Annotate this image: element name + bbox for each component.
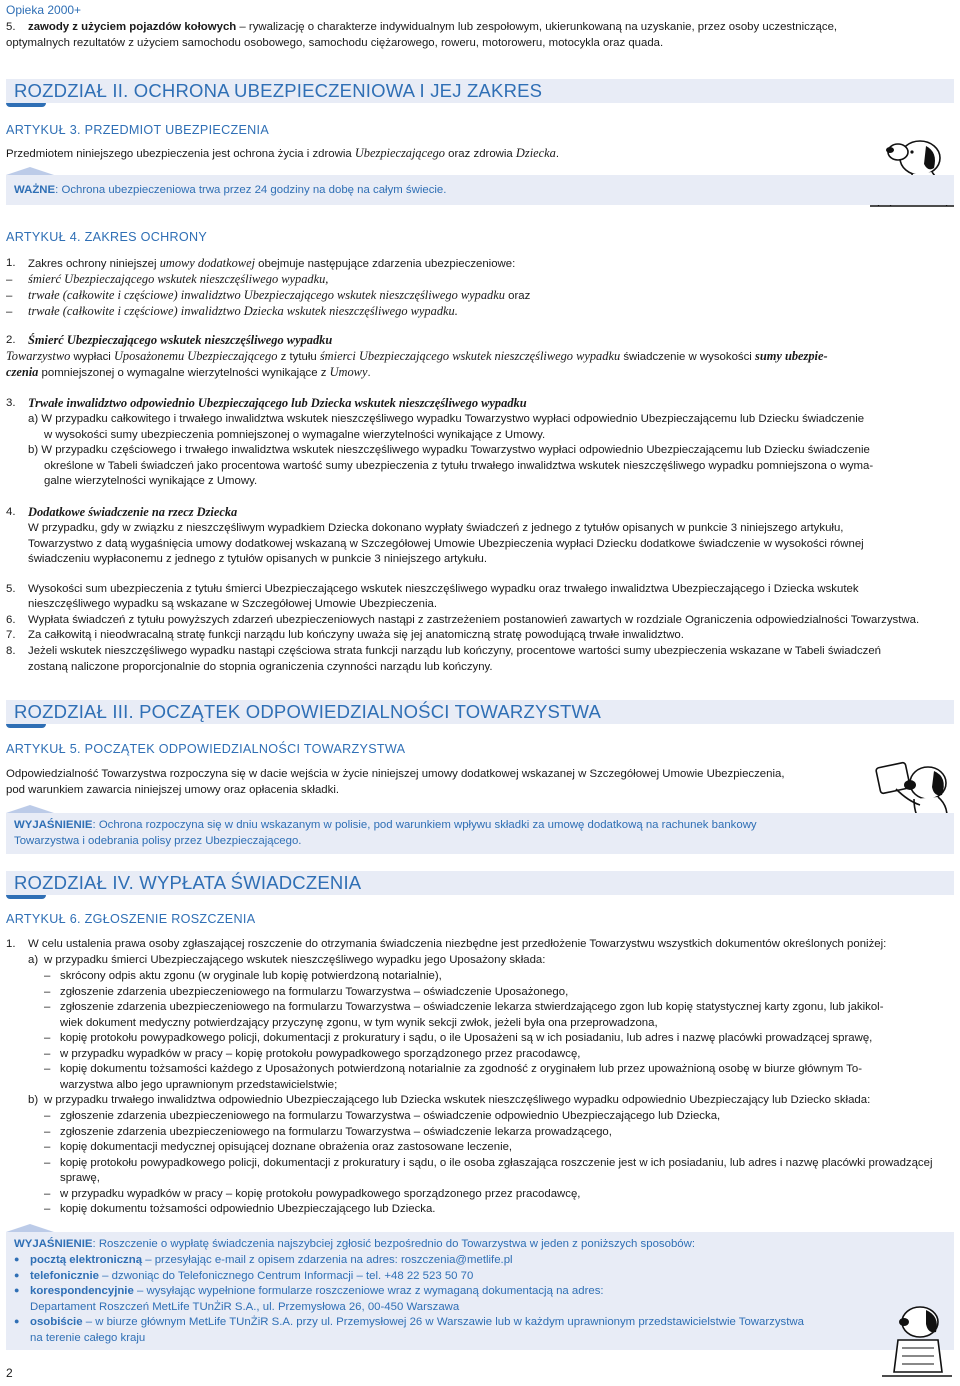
document-header: Opieka 2000+ [6,3,82,17]
paragraph: Towarzystwo z datą wygaśnięcia umowy dodatkowej wskazaną w Szczegółowej Umowie Ubezpieczenia wypłaci Dziecku dodatkowe świadczenie w wysokości równej [28,538,864,550]
definition-text-cont: optymalnych rezultatów z użyciem samochodu osobowego, samochodu ciężarowego, roweru, motoroweru, motocykla oraz quada. [6,37,664,49]
list-item: – kopię dokumentacji medycznej opisującej doznane obrażenia oraz zastosowane leczenie, [44,1141,513,1153]
paragraph: galne wierzytelności wynikające z Umowy. [44,475,258,487]
article-heading: ARTYKUŁ 4. ZAKRES OCHRONY [6,230,208,244]
list-item: – skrócony odpis aktu zgonu (w oryginale lub kopię potwierdzoną notarialnie), [44,970,442,982]
paragraph: w wysokości sumy ubezpieczenia pomniejszonej o wymagalne wierzytelności wynikające z Umowy. [44,429,546,441]
page-number: 2 [6,1366,13,1380]
chapter-heading: ROZDZIAŁ III. POCZĄTEK ODPOWIEDZIALNOŚCI TOWARZYSTWA [6,700,954,724]
contact-item: osobiście – w biurze głównym MetLife TUnŻiR S.A. przy ul. Przemysłowej 26 w Warszawie lub w każdym uprawnionym przedstawicielstwie Towarzystwa [30,1316,804,1328]
explanation-note: WYJAŚNIENIE: Roszczenie o wypłatę świadczenia najszybciej zgłosić bezpośrednio do Towarzystwa w jeden z poniższych sposobów: [14,1238,696,1250]
list-item: – kopię protokołu powypadkowego policji, dokumentacji z prokuratury i sądu, o ile osoba zgłaszająca roszczenie jest w ich posiadaniu, lub adres i nazwę placówki prowadzącej [44,1156,933,1169]
paragraph: nieszczęśliwego wypadku są wskazane w Szczegółowej Umowie Ubezpieczenia. [28,598,437,610]
paragraph: Wypłata świadczeń z tytułu powyższych zdarzeń ubezpieczeniowych nastąpi z zastrzeżeniem postanowień zawartych w rozdziale Ograniczenia odpowiedzialności Towarzystwa. [28,614,920,626]
paragraph: Towarzystwo wypłaci Uposażonemu Ubezpieczającego z tytułu śmierci Ubezpieczającego wskutek nieszczęśliwego wypadku świadczenie w wysokości sumy ubezpie- [6,349,828,363]
chapter-tick [6,724,46,728]
list-item: – zgłoszenie zdarzenia ubezpieczeniowego na formularzu Towarzystwa – oświadczenie odpowiednio Ubezpieczającego lub Dziecka, [44,1110,721,1122]
bullet-icon: ● [14,1269,20,1280]
contact-item: telefonicznie – dzwoniąc do Telefonicznego Centrum Informacji – tel. +48 22 523 50 70 [30,1269,474,1282]
note-tick [6,805,54,813]
paragraph: W celu ustalenia prawa osoby zgłaszającej roszczenie do otrzymania świadczenia niezbędne jest przedłożenie Towarzystwu wszystkich dokumentów określonych poniżej: [28,938,887,950]
item-number: 7. [6,629,16,641]
explanation-note: WYJAŚNIENIE: Ochrona rozpoczyna się w dniu wskazanym w polisie, pod warunkiem wpływu składki za umowę dodatkową na rachunek bankowy [14,819,757,831]
paragraph: b) W przypadku częściowego i trwałego inwalidztwa wskutek nieszczęśliwego wypadku Towarzystwo wypłaci odpowiednio Ubezpieczającemu lub Dziecku świadczenie [28,444,870,456]
subheading: Dodatkowe świadczenie na rzecz Dziecka [28,505,238,519]
list-item: – w przypadku wypadków w pracy – kopię protokołu powypadkowego sporządzonego przez pracodawcę, [44,1187,581,1200]
dash-item: – śmierć Ubezpieczającego wskutek nieszczęśliwego wypadku, [6,272,329,286]
list-item: – zgłoszenie zdarzenia ubezpieczeniowego na formularzu Towarzystwa – oświadczenie lekarza prowadzącego, [44,1125,612,1138]
contact-item: na terenie całego kraju [30,1331,146,1344]
item-number: 1. [6,938,16,950]
definition-term: zawody z użyciem pojazdów kołowych [28,21,237,33]
paragraph: Przedmiotem niniejszego ubezpieczenia jest ochrona życia i zdrowia Ubezpieczającego oraz zdrowia Dziecka. [6,146,560,160]
contact-item: korespondencyjnie – wysyłając wypełnione formularze roszczeniowe wraz z wymaganą dokumentacją na adres: [30,1285,604,1297]
chapter-heading: ROZDZIAŁ IV. WYPŁATA ŚWIADCZENIA [6,871,954,895]
chapter-heading: ROZDZIAŁ II. OCHRONA UBEZPIECZENIOWA I JEJ ZAKRES [6,79,954,103]
paragraph: W przypadku, gdy w związku z nieszczęśliwym wypadkiem Dziecka dokonano wypłaty świadczeń z jednego z tytułów opisanych w punkcie 3 niniejszego artykułu, [28,522,844,534]
paragraph: w przypadku trwałego inwalidztwa odpowiednio Ubezpieczającego lub Dziecka wskutek nieszczęśliwego wypadku odpowiednio Ubezpieczający lub Dziecko składa: [44,1094,871,1106]
list-item: – zgłoszenie zdarzenia ubezpieczeniowego na formularzu Towarzystwa – oświadczenie Uposażonego, [44,985,569,998]
list-item: – kopię protokołu powypadkowego policji, dokumentacji z prokuratury i sądu, o ile Uposażeni są w ich posiadaniu, lub adres i nazwę placówki prowadzącej sprawę, [44,1032,873,1044]
item-number: 1. [6,257,16,269]
dash-item: – trwałe (całkowite i częściowe) inwalidztwo Dziecka wskutek nieszczęśliwego wypadku. [6,304,458,318]
definition-text: – rywalizację o charakterze indywidualnym lub zespołowym, ukierunkowaną na uzyskanie, przez osoby uczestniczące, [236,21,838,33]
paragraph: Zakres ochrony niniejszej umowy dodatkowej obejmuje następujące zdarzenia ubezpieczeniowe: [28,256,516,270]
list-item: wiek dokument medyczny potwierdzający przyczynę zgonu, w tym wynik sekcji zwłok, jeżeli była ona przeprowadzona, [60,1016,658,1029]
list-item: warzystwa albo jego uprawnionym przedstawicielstwie; [60,1078,338,1091]
explanation-note-cont: Towarzystwa i odebrania polisy przez Ubezpieczającego. [14,835,302,847]
note-tick [6,1224,54,1232]
paragraph: Za całkowitą i nieodwracalną stratę funkcji narządu lub kończyny uważa się jej anatomiczną stratę powodującą trwałe inwalidztwo. [28,629,684,641]
list-item: – kopię dokumentu tożsamości odpowiednio Ubezpieczającego lub Dziecka. [44,1203,436,1215]
paragraph: w przypadku śmierci Ubezpieczającego wskutek nieszczęśliwego wypadku jego Uposażony składa: [44,954,546,966]
item-number: 4. [6,506,16,518]
sub-label: a) [28,954,39,966]
contact-item: pocztą elektroniczną – przesyłając e-mail z opisem zdarzenia na adres: roszczenia@metlife.pl [30,1254,513,1266]
paragraph: zostaną naliczone proporcjonalnie do stopnia ograniczenia czynności narządu lub kończyny. [28,661,493,673]
paragraph: Odpowiedzialność Towarzystwa rozpoczyna się w dacie wejścia w życie niniejszej umowy dodatkowej wskazanej w Szczegółowej Umowie Ubezpieczenia, [6,768,785,780]
snoopy-illustration [876,1300,956,1380]
contact-item: Departament Roszczeń MetLife TUnŻiR S.A., ul. Przemysłowa 26, 00-450 Warszawa [30,1300,460,1313]
paragraph: czenia pomniejszonej o wymagalne wierzytelności wynikające z Umowy. [6,365,371,379]
subheading: Śmierć Ubezpieczającego wskutek nieszczęśliwego wypadku [28,333,333,347]
item-number: 5. [6,21,16,33]
chapter-tick [6,103,46,107]
bullet-icon: ● [14,1285,20,1295]
definition-item [28,20,954,35]
article-heading: ARTYKUŁ 3. PRZEDMIOT UBEZPIECZENIA [6,123,270,137]
list-item: – zgłoszenie zdarzenia ubezpieczeniowego na formularzu Towarzystwa – oświadczenie lekarza stwierdzającego zgon lub kopię statystycznej karty zgonu, lub jakikol- [44,1001,884,1013]
note-tick [6,167,54,175]
paragraph: określone w Tabeli świadczeń jako procentowa wartość sumy ubezpieczenia z tytułu trwałego inwalidztwa wskutek nieszczęśliwego wypadku pomniejszona o wyma- [44,460,874,472]
article-heading: ARTYKUŁ 5. POCZĄTEK ODPOWIEDZIALNOŚCI TOWARZYSTWA [6,742,406,756]
list-item: sprawę, [60,1172,100,1184]
article-heading: ARTYKUŁ 6. ZGŁOSZENIE ROSZCZENIA [6,912,256,926]
paragraph: Wysokości sum ubezpieczenia z tytułu śmierci Ubezpieczającego wskutek nieszczęśliwego wypadku oraz trwałego inwalidztwa Ubezpieczającego i Dziecka wskutek [28,583,859,595]
chapter-tick [6,895,46,899]
paragraph: świadczeniu wypłaconemu z jednego z tytułów opisanych w punkcie 3 niniejszego artykułu. [28,553,488,565]
important-note: WAŻNE: Ochrona ubezpieczeniowa trwa przez 24 godziny na dobę na całym świecie. [14,184,447,196]
item-number: 5. [6,583,16,595]
item-number: 3. [6,397,16,409]
item-number: 2. [6,334,16,346]
sub-label: b) [28,1094,39,1106]
item-number: 8. [6,645,16,657]
paragraph: Jeżeli wskutek nieszczęśliwego wypadku nastąpi częściowa strata funkcji narządu lub kończyny, procentowe wartości sumy ubezpieczenia wskazane w Tabeli świadczeń [28,645,882,657]
paragraph: pod warunkiem zawarcia niniejszej umowy oraz opłacenia składki. [6,784,340,796]
bullet-icon: ● [14,1316,20,1326]
list-item: – kopię dokumentu tożsamości każdego z Uposażonych potwierdzoną notarialnie za zgodność z oryginałem lub przez upoważnioną osobę w biurze głównym To- [44,1063,863,1075]
dash-item: – trwałe (całkowite i częściowe) inwalidztwo Ubezpieczającego wskutek nieszczęśliwego wypadku oraz [6,288,531,302]
paragraph: a) W przypadku całkowitego i trwałego inwalidztwa wskutek nieszczęśliwego wypadku Towarzystwo wypłaci odpowiednio Ubezpieczającemu lub Dziecku świadczenie [28,413,865,425]
list-item: – w przypadku wypadków w pracy – kopię protokołu powypadkowego sporządzonego przez pracodawcę, [44,1047,581,1060]
item-number: 6. [6,614,16,626]
bullet-icon: ● [14,1254,20,1264]
subheading: Trwałe inwalidztwo odpowiednio Ubezpieczającego lub Dziecka wskutek nieszczęśliwego wypadku [28,396,527,410]
